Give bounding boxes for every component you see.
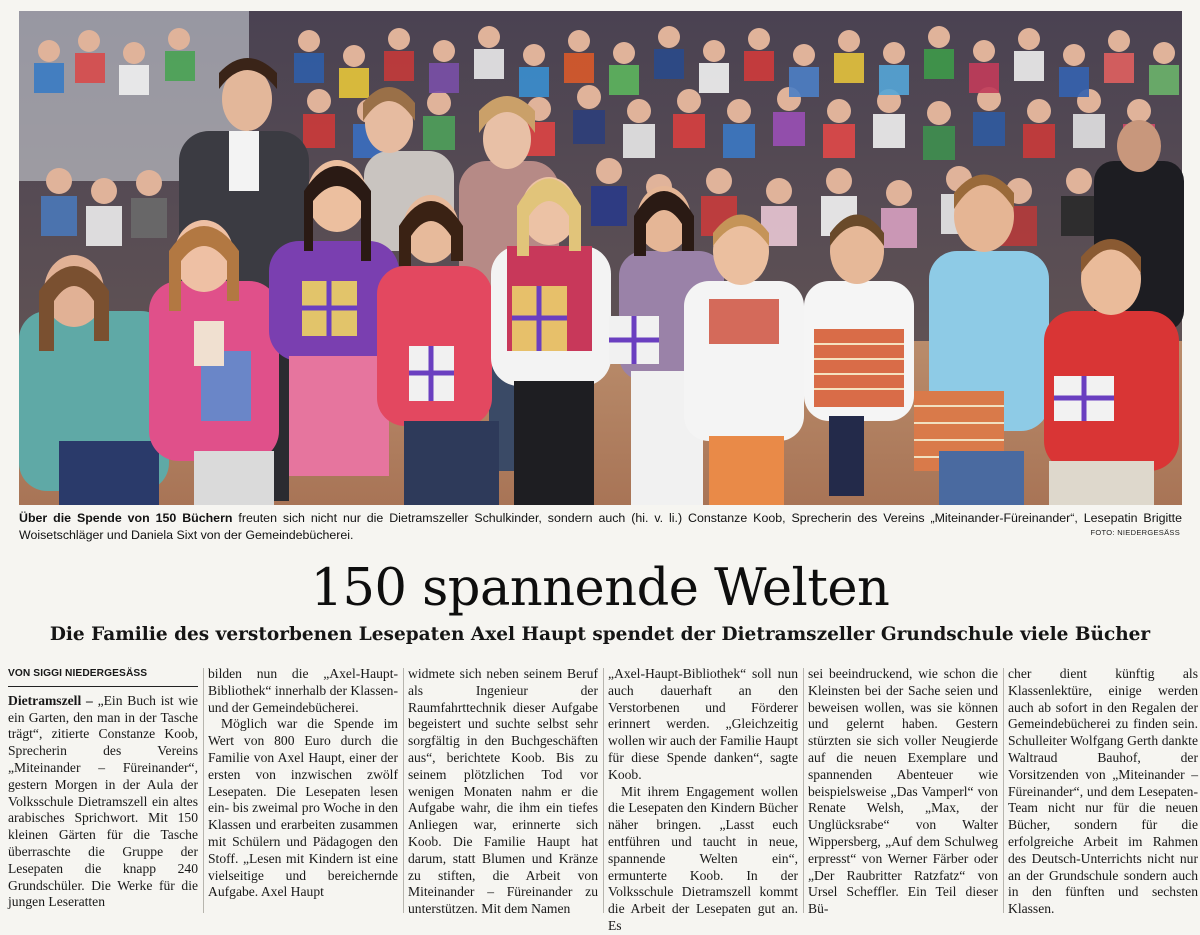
article-column-6	[1008, 666, 1198, 918]
article-column-3	[408, 666, 598, 918]
article-photo	[19, 11, 1182, 505]
column-rule	[1003, 668, 1004, 913]
article-paragraph: Mit ihrem Engagement wollen die Lesepaten den Kindern Bücher näher bringen. „Lasst euch entführen und taucht in neue, spannende Welten ein“, ermunterte Koob. In der Volksschule Dietramszell kommt die Arbeit der Lesepaten gut an. Es	[608, 783, 798, 933]
photo-caption	[19, 510, 1182, 544]
article-paragraph: widmete sich neben seinem Beruf als Ingenieur der Raumfahrttechnik dieser Aufgabe begeistert und suchte selbst sehr sorgfältig in den Buchgeschäften aus“, berichtete Koob. Bis zu seinem plötzlichen Tod vor wenigen Monaten nahm er die Aufgabe wahr, die ihm ein tiefes Anliegen war, erinnerte sich Koob. Die Familie Haupt hat darum, statt Blumen und Kränze zu stiften, die Arbeit von Miteinander – Füreinander zu unterstützen. Mit dem Namen	[408, 666, 598, 917]
article-paragraph: Möglich war die Spende im Wert von 800 Euro durch die Familie von Axel Haupt, einer der ersten von inzwischen zwölf Lesepaten. Die Lesepaten lesen ein- bis zweimal pro Woche in den Klassen und erarbeiten zusammen mit Schülern und Pädagogen den Stoff. „Lesen mit Kindern ist eine vielseitige und bereichernde Aufgabe. Axel Haupt	[208, 716, 398, 900]
headline: 150 spannende Welten	[310, 559, 890, 618]
caption-lead: Über die Spende von 150 Büchern	[19, 511, 233, 525]
caption-text: freuten sich nicht nur die Dietramszeller Schulkinder, sondern auch (hi. v. li.) Constanze Koob, Sprecherin des Vereins „Miteinander-Füreinander“, Lesepatin Brigitte Woisetschläger und Daniela Sixt von der Gemeindebücherei.	[19, 511, 1182, 542]
article-column-4	[608, 666, 798, 935]
column-rule	[203, 668, 204, 913]
dateline: Dietramszell –	[8, 692, 93, 708]
paragraph-text: „Ein Buch ist wie ein Garten, den man in der Tasche trägt“, zitierte Constanze Koob, Sprecherin des Vereins „Miteinander – Füreinander“, gestern Morgen in der Aula der Volksschule Dietramszell ein altes arabisches Sprichwort. Mit 150 kleinen Gärten für die Tasche überraschte die Gruppe der Lesepaten die knapp 240 Grundschüler. Die Werke für die jungen Leseratten	[8, 692, 198, 910]
column-rule	[803, 668, 804, 913]
article-paragraph: cher dient künftig als Klassenlektüre, einige werden auch ab sofort in den Regalen der Gemeindebücherei zu finden sein. Schulleiter Wolfgang Gerth dankte Waltraud Bauhof, der Vorsitzenden von „Miteinander – Füreinander“, und dem Lesepaten-Team nicht nur für die neuen Bücher, sondern für die erfolgreiche Arbeit im Rahmen des Deutsch-Unterrichts nicht nur an der Grundschule sondern auch in den fünften und sechsten Klassen.	[1008, 666, 1198, 917]
subheadline: Die Familie des verstorbenen Lesepaten Axel Haupt spendet der Dietramszeller Grundschule viele Bücher	[49, 624, 1151, 645]
photo-credit: FOTO: NIEDERGESÄSS	[1090, 528, 1180, 537]
article-column-2	[208, 666, 398, 901]
article-column-1	[8, 666, 198, 911]
column-rule	[403, 668, 404, 913]
article-paragraph: bilden nun die „Axel-Haupt-Bibliothek“ innerhalb der Klassen- und der Gemeindebücherei.	[208, 666, 398, 715]
article-paragraph: „Axel-Haupt-Bibliothek“ soll nun auch dauerhaft an den Verstorbenen und Förderer erinnert werden. „Gleichzeitig wollen wir auch der Familie Haupt für diese Spende danken“, sagte Koob.	[608, 666, 798, 782]
article-paragraph: sei beeindruckend, wie schon die Kleinsten bei der Sache seien und beweisen wollen, was sie können und gelernt haben. Gestern stürzten sie sich voller Neugierde auf die neuen Exemplare und spannenden Abenteuer wie beispielsweise „Das Vamperl“ von Renate Welsh, „Max, der Unglücksrabe“ von Walter Wippersberg, „Auf dem Schulweg erpresst“ von Werner Färber oder „Der Raubritter Ratzfatz“ von Ursel Scheffler. Ein Teil dieser Bü-	[808, 666, 998, 917]
article-paragraph	[8, 693, 198, 911]
article-column-5	[808, 666, 998, 918]
column-rule	[603, 668, 604, 913]
byline: VON SIGGI NIEDERGESÄSS	[8, 666, 198, 687]
